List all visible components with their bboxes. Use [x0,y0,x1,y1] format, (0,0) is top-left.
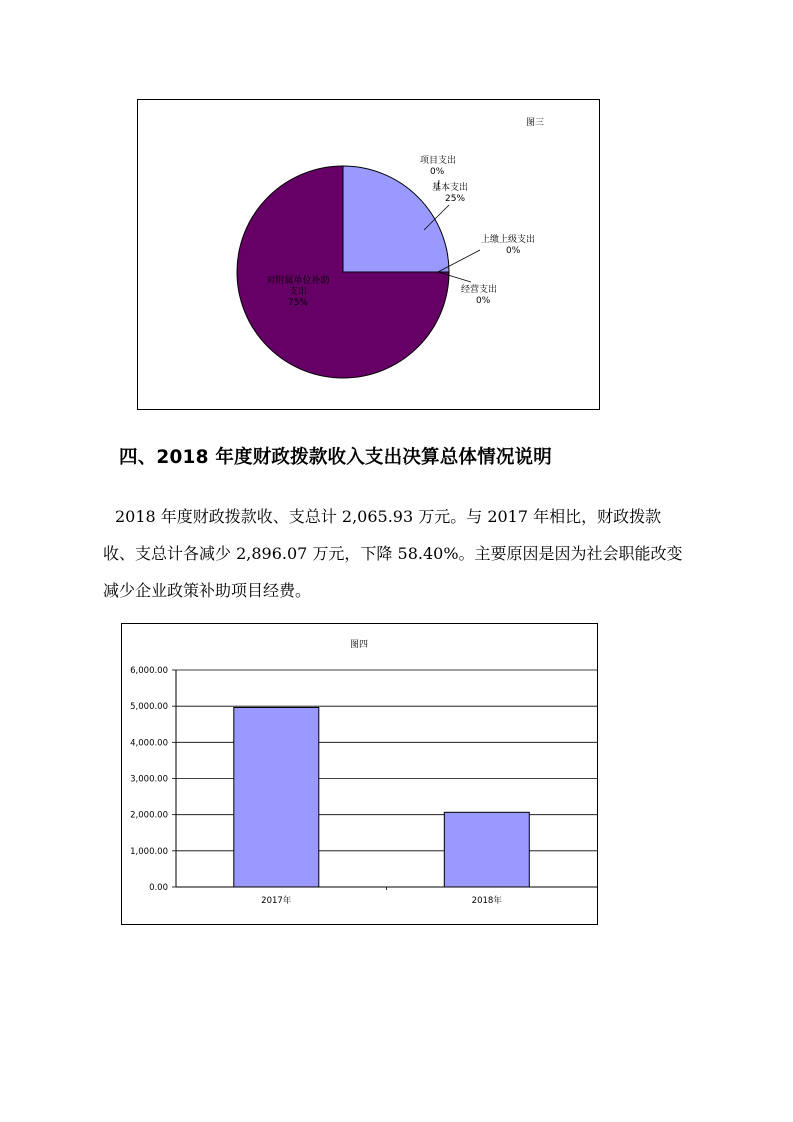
bar-ytick-label-4: 4,000.00 [130,738,168,749]
bar-ytick-label-2: 2,000.00 [130,810,168,821]
paragraph-line-3: 减少企业政策补助项目经费。 [103,581,312,600]
bar-ytick-label-0: 0.00 [149,883,168,893]
pie-label-pct-4: 75% [287,298,309,308]
pie-chart-figure-3 [137,99,600,410]
bar-xtick-label-1: 2018年 [471,896,502,906]
pie-label-pct-0: 0% [430,167,445,177]
bar-ytick-label-3: 3,000.00 [130,774,168,785]
pie-label-name-4: 对附属单位补助 [266,276,330,286]
pie-slice-1 [343,166,449,272]
pie-label-name-4: 支出 [288,287,308,297]
bar-1 [444,812,529,887]
pie-label-pct-3: 0% [476,296,491,306]
bar-ytick-label-5: 5,000.00 [130,702,168,713]
bar-0 [234,708,319,888]
bar-chart-title: 图四 [349,640,369,650]
bar-chart-figure-4 [121,623,598,925]
pie-label-name-0: 项目支出 [420,156,457,166]
bar-chart-svg [122,624,597,924]
pie-label-name-2: 上缴上级支出 [481,235,536,245]
bar-ytick-label-1: 1,000.00 [130,846,168,857]
pie-label-name-1: 基本支出 [432,183,469,193]
pie-chart-title: 图三 [526,118,545,128]
pie-label-pct-2: 0% [506,246,521,256]
section-heading: 四、2018 年度财政拨款收入支出决算总体情况说明 [119,447,552,468]
bar-xtick-label-0: 2017年 [261,896,292,906]
section-paragraph [103,498,721,609]
pie-label-pct-1: 25% [445,194,466,204]
bar-ytick-label-6: 6,000.00 [130,666,168,676]
pie-chart-svg [138,100,599,409]
pie-label-name-3: 经营支出 [461,285,498,295]
paragraph-line-2: 收、支总计各减少 2,896.07 万元，下降 58.40%。主要原因是因为社会职能改变 [103,544,683,563]
paragraph-line-1: 2018 年度财政拨款收、支总计 2,065.93 万元。与 2017 年相比，财政拨款 [115,507,662,526]
